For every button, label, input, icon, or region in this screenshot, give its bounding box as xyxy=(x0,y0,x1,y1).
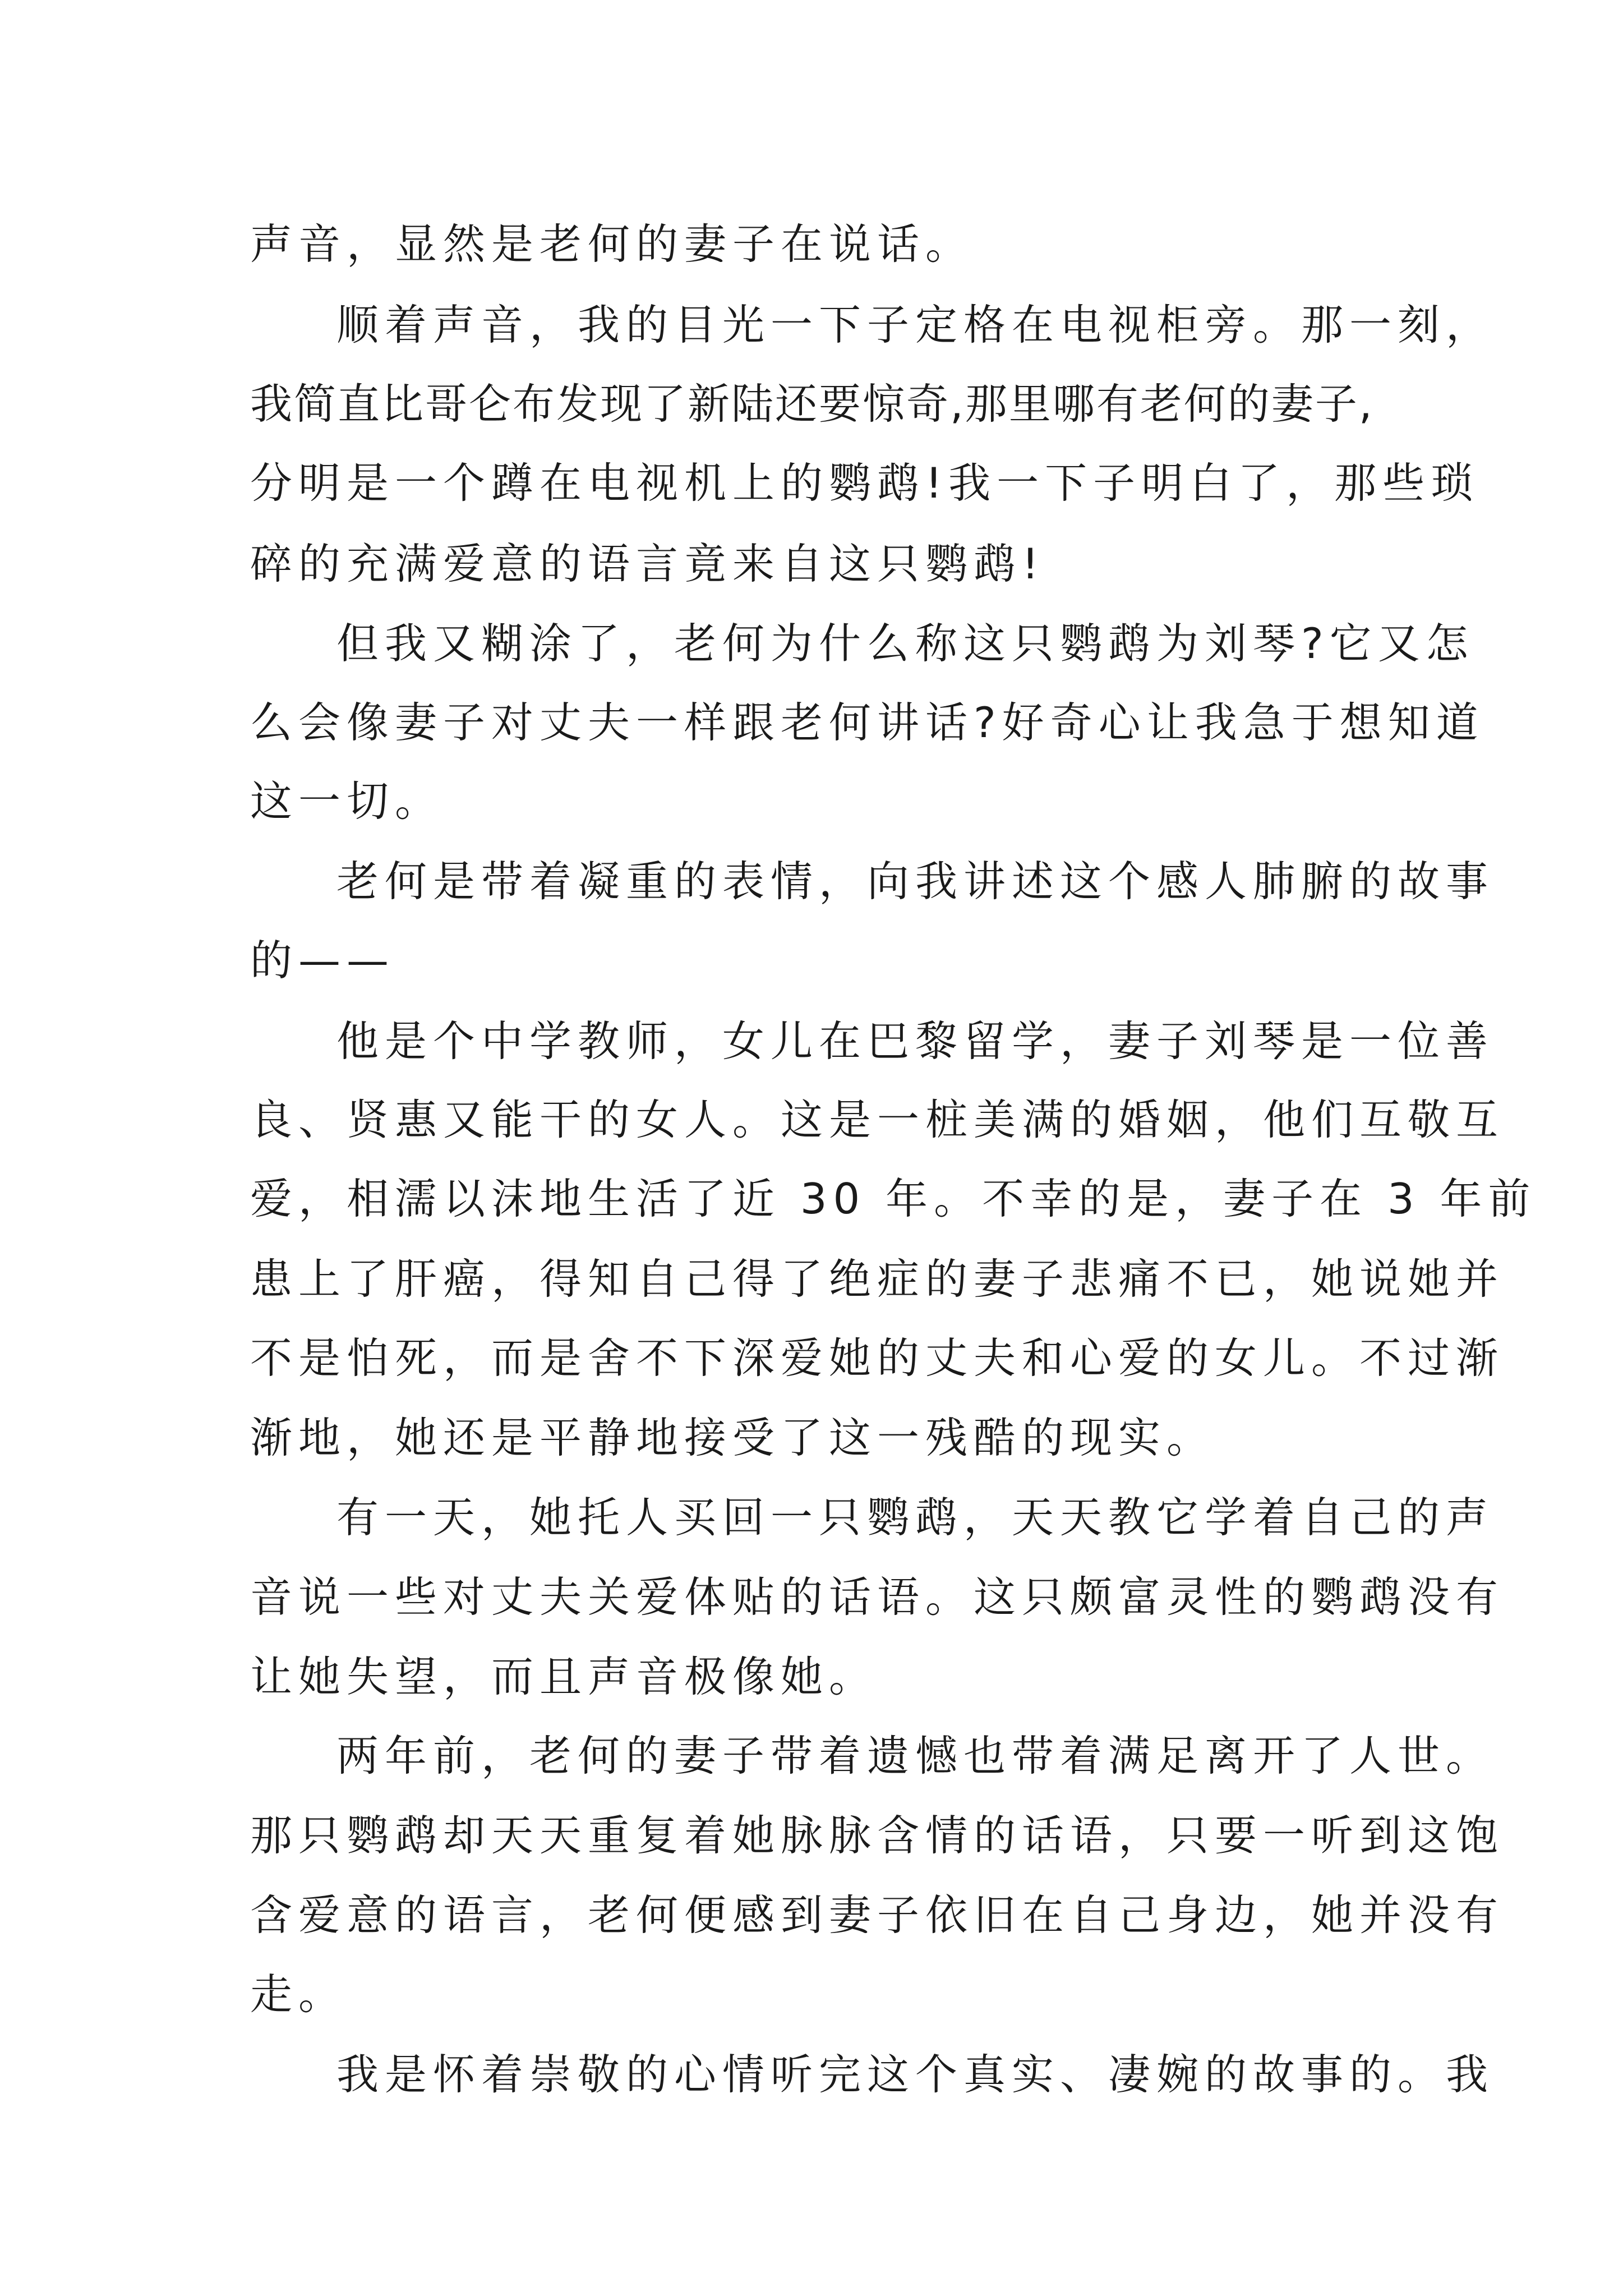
text-line: 他是个中学教师，女儿在巴黎留学，妻子刘琴是一位善 xyxy=(336,1016,1495,1066)
text-line: 渐地，她还是平静地接受了这一残酷的现实。 xyxy=(250,1413,1215,1462)
text-line: 不是怕死，而是舍不下深爱她的丈夫和心爱的女儿。不过渐 xyxy=(250,1333,1505,1383)
text-line: 分明是一个蹲在电视机上的鹦鹉!我一下子明白了，那些琐 xyxy=(250,458,1479,508)
text-line: 走。 xyxy=(250,1970,347,2019)
text-line: 的—— xyxy=(250,936,395,985)
text-line: 么会像妻子对丈夫一样跟老何讲话?好奇心让我急于想知道 xyxy=(250,698,1484,747)
text-line: 我是怀着崇敬的心情听完这个真实、凄婉的故事的。我 xyxy=(336,2050,1495,2099)
text-line: 碎的充满爱意的语言竟来自这只鹦鹉! xyxy=(250,539,1045,588)
text-line: 爱，相濡以沫地生活了近 30 年。不幸的是，妻子在 3 年前 xyxy=(250,1174,1537,1223)
text-line: 让她失望，而且声音极像她。 xyxy=(250,1652,878,1701)
text-line: 那只鹦鹉却天天重复着她脉脉含情的话语，只要一听到这饱 xyxy=(250,1811,1505,1860)
text-line: 有一天，她托人买回一只鹦鹉，天天教它学着自己的声 xyxy=(336,1493,1495,1542)
text-line: 患上了肝癌，得知自己得了绝症的妻子悲痛不已，她说她并 xyxy=(250,1254,1505,1304)
text-line: 良、贤惠又能干的女人。这是一桩美满的婚姻，他们互敬互 xyxy=(250,1095,1505,1144)
text-line: 顺着声音，我的目光一下子定格在电视柜旁。那一刻， xyxy=(336,300,1495,349)
text-line: 我简直比哥仑布发现了新陆还要惊奇,那里哪有老何的妻子, xyxy=(250,379,1374,429)
text-line: 老何是带着凝重的表情，向我讲述这个感人肺腑的故事 xyxy=(336,857,1495,906)
text-line: 这一切。 xyxy=(250,776,444,826)
text-line: 声音，显然是老何的妻子在说话。 xyxy=(250,219,974,269)
text-line: 含爱意的语言，老何便感到妻子依旧在自己身边，她并没有 xyxy=(250,1890,1505,1940)
text-line: 但我又糊涂了，老何为什么称这只鹦鹉为刘琴?它又怎 xyxy=(336,619,1474,668)
text-line: 音说一些对丈夫关爱体贴的话语。这只颇富灵性的鹦鹉没有 xyxy=(250,1572,1505,1622)
text-line: 两年前，老何的妻子带着遗憾也带着满足离开了人世。 xyxy=(336,1731,1495,1780)
